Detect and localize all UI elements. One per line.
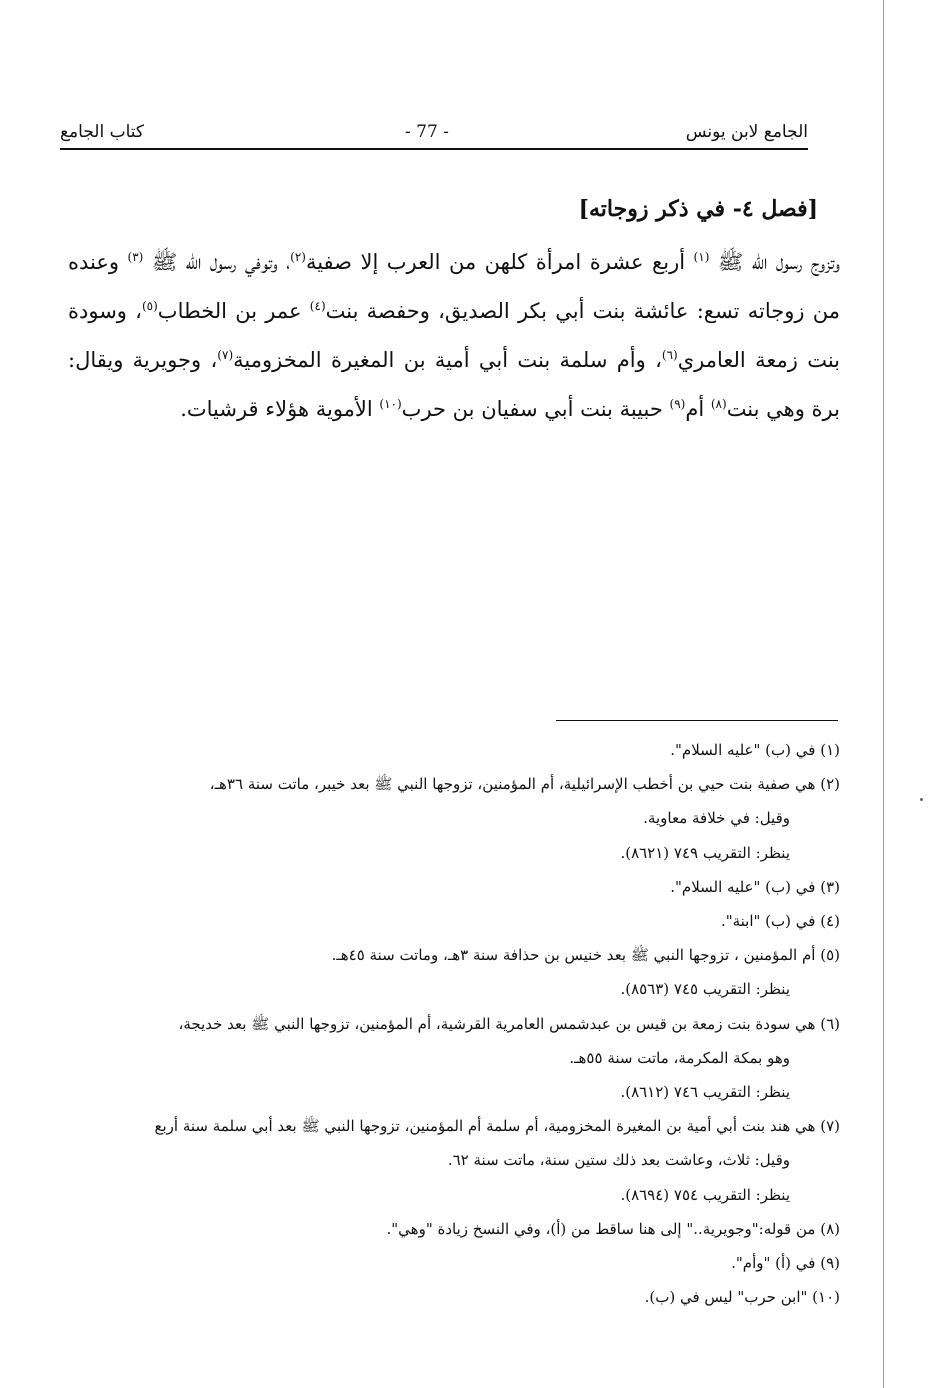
footnote-marker: (٤) <box>309 299 326 313</box>
footnote-marker: (٨) <box>710 397 727 411</box>
paragraph-text: حبيبة بنت أبي سفيان بن حرب <box>401 397 670 421</box>
footnote-line: (١) في (ب) "عليه السلام". <box>670 741 840 759</box>
paragraph-text: ، وتوفي رسول الله ﷺ <box>143 250 291 274</box>
header-book-title: الجامع لابن يونس <box>685 122 808 142</box>
footnote-line: (٦) هي سودة بنت زمعة بن قيس بن عبدشمس العامرية القرشية، أم المؤمنين، تزوجها النبي ﷺ بعد خديجة، <box>178 1014 840 1033</box>
paragraph-text: عمر بن الخطاب <box>157 299 310 323</box>
paragraph-text: ، وأم سلمة بنت أبي أمية بن المغيرة المخزومية <box>233 348 662 372</box>
footnote-line: (٣) في (ب) "عليه السلام". <box>670 877 840 896</box>
paragraph-text: ، وسودة بنت زمعة العامري <box>68 299 841 372</box>
main-paragraph <box>68 238 840 434</box>
section-title: [فصل ٤- في ذكر زوجاته] <box>578 196 818 222</box>
paragraph-text: وعنده من زوجاته تسع: عائشة بنت أبي بكر الصديق، وحفصة بنت <box>68 250 840 323</box>
footnote-line: وقيل: ثلاث، وعاشت بعد ذلك ستين سنة، ماتت سنة ٦٢. <box>447 1151 790 1170</box>
running-header <box>60 120 808 150</box>
footnote-line: (٤) في (ب) "ابنة". <box>720 912 840 931</box>
footnote-line: ينظر: التقريب ٧٥٤ (٨٦٩٤). <box>620 1185 790 1204</box>
paragraph-text: ، وجويرية ويقال: برة وهي بنت <box>68 348 840 421</box>
footnote-line: ينظر: التقريب ٧٤٩ (٨٦٢١). <box>620 843 790 862</box>
footnote-line: (٩) في (أ) "وأم". <box>731 1254 840 1273</box>
scan-speck <box>920 798 923 801</box>
footnote-line: (٧) هي هند بنت أبي أمية بن المغيرة المخزومية، أم سلمة أم المؤمنين، تزوجها النبي ﷺ بعد أبي سلمة سنة أربع <box>154 1117 840 1136</box>
footnote-line: ينظر: التقريب ٧٤٥ (٨٥٦٣). <box>620 980 790 999</box>
footnote-line: وهو بمكة المكرمة، ماتت سنة ٥٥هـ. <box>569 1048 790 1067</box>
footnote-marker: (٢) <box>290 250 306 264</box>
footnote-marker: (١٠) <box>379 397 402 411</box>
footnote-line: (٥) أم المؤمنين ، تزوجها النبي ﷺ بعد خنيس بن حذافة سنة ٣هـ، وماتت سنة ٤٥هـ. <box>331 946 840 965</box>
footnote-divider <box>556 720 838 721</box>
header-chapter-title: كتاب الجامع <box>60 122 145 142</box>
footnote-line: وقيل: في خلافة معاوية. <box>643 809 790 828</box>
page-edge-line <box>883 0 884 1388</box>
footnote-marker: (٧) <box>217 348 234 362</box>
footnote-marker: (٦) <box>661 348 678 362</box>
paragraph-text: أربع عشرة امرأة كلهن من العرب إلا صفية <box>305 250 694 274</box>
footnote-line: ينظر: التقريب ٧٤٦ (٨٦١٢). <box>620 1083 790 1102</box>
footnotes <box>52 733 840 1314</box>
footnote-line: (١٠) "ابن حرب" ليس في (ب). <box>644 1288 840 1307</box>
footnote-marker: (٣) <box>127 250 144 264</box>
footnote-marker: (١) <box>693 250 710 264</box>
paragraph-text: وتزوج رسول الله ﷺ <box>709 250 840 274</box>
paragraph-text: أم <box>685 397 711 421</box>
footnote-line: (٨) من قوله:"وجويرية.." إلى هنا ساقط من (أ)، وفي النسخ زيادة "وهي". <box>386 1219 840 1238</box>
footnote-marker: (٥) <box>141 299 158 313</box>
paragraph-text: الأموية هؤلاء قرشيات. <box>180 397 380 421</box>
page-number: - 77 - <box>405 122 449 142</box>
footnote-line: (٢) هي صفية بنت حيي بن أخطب الإسرائيلية، أم المؤمنين، تزوجها النبي ﷺ بعد خيبر، ماتت سنة ٣٦هـ، <box>209 775 840 794</box>
footnote-marker: (٩) <box>669 397 686 411</box>
